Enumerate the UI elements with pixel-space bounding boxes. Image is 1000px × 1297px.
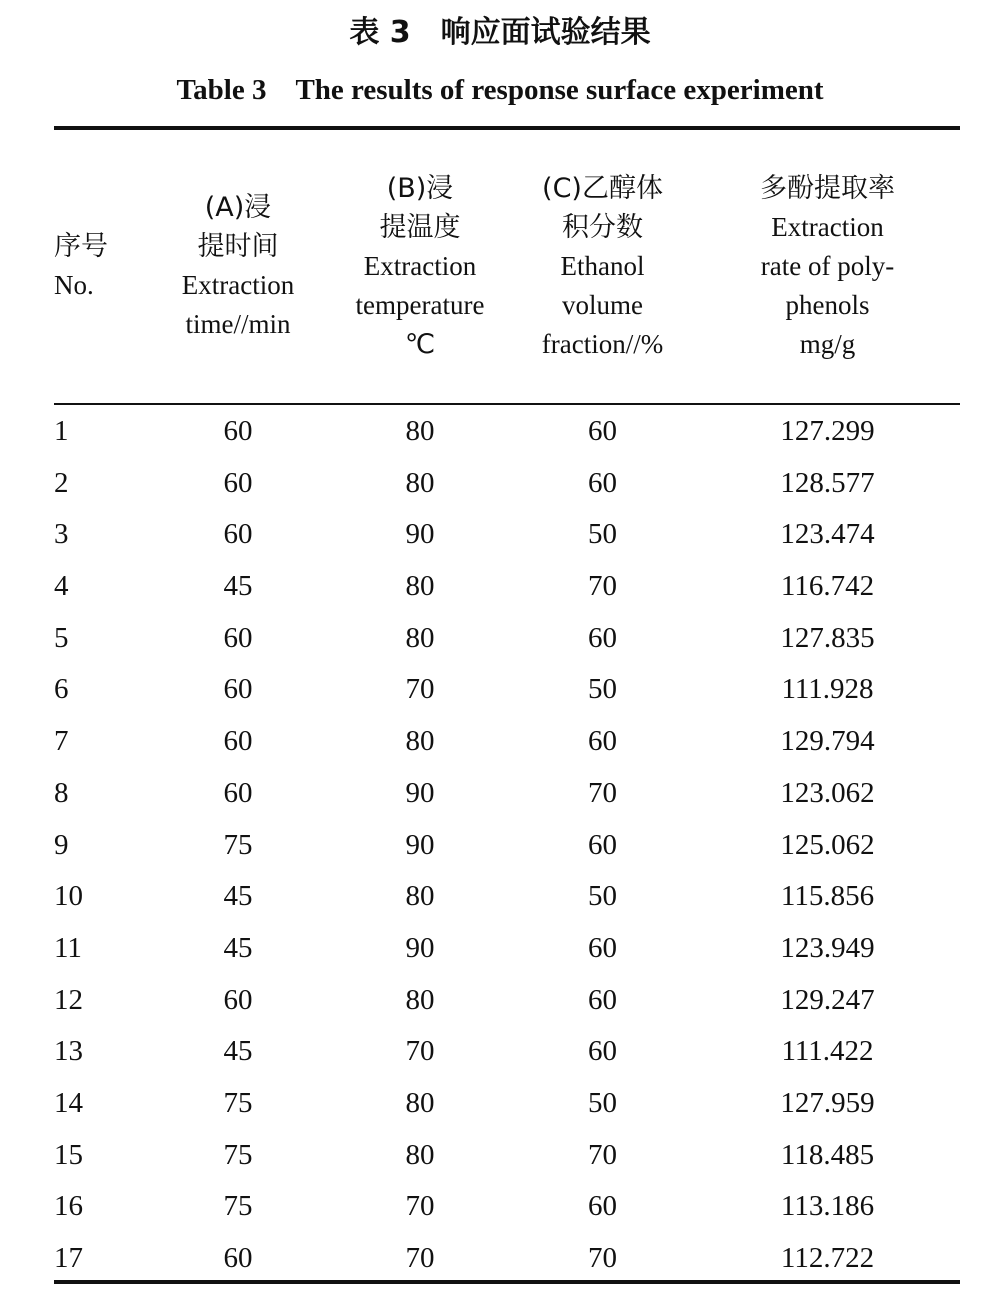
cell-extraction-temperature: 70 <box>405 1035 435 1068</box>
header-extraction-rate-line4: phenols <box>785 289 870 320</box>
cell-number: 2 <box>54 466 69 499</box>
table-title-english: Table 3 The results of response surface experiment <box>176 74 824 106</box>
table-row <box>0 871 1000 923</box>
header-extraction-time-line1: (A)浸 <box>204 192 272 223</box>
cell-extraction-rate: 129.247 <box>780 983 875 1016</box>
cell-number: 9 <box>54 828 69 861</box>
cell-number: 14 <box>54 1086 83 1119</box>
header-extraction-temperature-line3: Extraction <box>363 250 477 281</box>
cell-extraction-time: 60 <box>223 466 253 499</box>
header-rule <box>54 403 960 405</box>
table-body <box>0 406 1000 1285</box>
cell-ethanol-fraction: 50 <box>588 673 617 706</box>
cell-extraction-rate: 116.742 <box>780 570 875 603</box>
cell-extraction-temperature: 90 <box>405 518 435 551</box>
cell-extraction-time: 75 <box>223 828 253 861</box>
cell-number: 6 <box>54 673 69 706</box>
table-row <box>0 1026 1000 1078</box>
cell-extraction-temperature: 80 <box>405 880 435 913</box>
header-extraction-temperature-line5: ℃ <box>404 328 436 359</box>
header-ethanol-fraction-line4: volume <box>562 289 643 320</box>
cell-ethanol-fraction: 50 <box>588 1086 617 1119</box>
cell-extraction-rate: 113.186 <box>780 1190 875 1223</box>
header-extraction-rate-line5: mg/g <box>799 328 856 359</box>
header-extraction-temperature-line1: (B)浸 <box>386 172 454 204</box>
cell-extraction-rate: 127.299 <box>780 415 875 447</box>
header-extraction-rate-line3: rate of poly- <box>760 250 895 281</box>
cell-number: 12 <box>54 983 83 1016</box>
cell-extraction-time: 60 <box>223 621 253 654</box>
cell-extraction-temperature: 90 <box>405 828 435 861</box>
cell-extraction-temperature: 90 <box>405 776 435 809</box>
header-ethanol-fraction-line1: (C)乙醇体 <box>542 172 663 204</box>
cell-number: 8 <box>54 776 69 809</box>
cell-ethanol-fraction: 70 <box>588 776 617 809</box>
cell-extraction-rate: 111.928 <box>781 673 874 706</box>
cell-ethanol-fraction: 60 <box>588 828 617 861</box>
header-ethanol-fraction <box>520 130 685 402</box>
table-row <box>0 716 1000 768</box>
cell-extraction-rate: 128.577 <box>780 466 875 499</box>
cell-ethanol-fraction: 60 <box>588 466 617 499</box>
cell-ethanol-fraction: 60 <box>588 1035 617 1068</box>
table-row <box>0 664 1000 716</box>
table-row <box>0 1181 1000 1233</box>
bottom-rule <box>54 1280 960 1284</box>
header-ethanol-fraction-line3: Ethanol <box>560 250 645 281</box>
cell-extraction-rate: 115.856 <box>780 880 875 913</box>
cell-extraction-time: 60 <box>223 518 253 551</box>
cell-extraction-rate: 112.722 <box>780 1242 875 1274</box>
header-extraction-temperature-line4: temperature <box>355 289 485 320</box>
cell-extraction-temperature: 80 <box>405 1138 435 1171</box>
cell-extraction-temperature: 70 <box>405 1242 435 1274</box>
table-row <box>0 1233 1000 1285</box>
cell-number: 17 <box>54 1242 83 1274</box>
cell-number: 13 <box>54 1035 83 1068</box>
cell-number: 16 <box>54 1190 83 1223</box>
cell-extraction-time: 75 <box>223 1086 253 1119</box>
cell-extraction-temperature: 80 <box>405 570 435 603</box>
cell-extraction-time: 45 <box>223 1035 253 1068</box>
header-ethanol-fraction-line5: fraction//% <box>541 328 664 359</box>
cell-extraction-temperature: 70 <box>405 1190 435 1223</box>
header-ethanol-fraction-line2: 积分数 <box>562 211 643 243</box>
header-extraction-time-line2: 提时间 <box>197 231 279 262</box>
cell-extraction-temperature: 80 <box>405 983 435 1016</box>
cell-extraction-temperature: 80 <box>405 466 435 499</box>
cell-extraction-time: 75 <box>223 1138 253 1171</box>
cell-ethanol-fraction: 60 <box>588 1190 617 1223</box>
header-number-cn: 序号 <box>54 231 108 262</box>
cell-number: 11 <box>54 931 82 964</box>
cell-ethanol-fraction: 60 <box>588 931 617 964</box>
table-row <box>0 923 1000 975</box>
table-row <box>0 1130 1000 1182</box>
cell-number: 5 <box>54 621 69 654</box>
cell-ethanol-fraction: 70 <box>588 1242 617 1274</box>
cell-number: 1 <box>54 415 69 447</box>
cell-number: 4 <box>54 570 69 603</box>
cell-extraction-rate: 129.794 <box>780 725 875 758</box>
table-row <box>0 768 1000 820</box>
header-extraction-temperature <box>340 130 500 402</box>
header-extraction-time <box>158 130 318 402</box>
table-title-chinese: 表 3 响应面试验结果 <box>349 15 651 50</box>
table-row <box>0 509 1000 561</box>
cell-extraction-rate: 123.949 <box>780 931 875 964</box>
cell-extraction-temperature: 80 <box>405 1086 435 1119</box>
header-extraction-rate <box>735 130 920 402</box>
table-row <box>0 820 1000 872</box>
cell-ethanol-fraction: 60 <box>588 415 617 447</box>
cell-extraction-rate: 127.835 <box>780 621 875 654</box>
cell-number: 15 <box>54 1138 83 1171</box>
cell-extraction-time: 60 <box>223 1242 253 1274</box>
cell-extraction-time: 75 <box>223 1190 253 1223</box>
cell-ethanol-fraction: 70 <box>588 1138 617 1171</box>
table-row <box>0 458 1000 510</box>
cell-extraction-rate: 127.959 <box>780 1086 875 1119</box>
cell-extraction-rate: 123.062 <box>780 776 875 809</box>
cell-ethanol-fraction: 60 <box>588 621 617 654</box>
cell-extraction-time: 60 <box>223 415 253 447</box>
cell-ethanol-fraction: 60 <box>588 725 617 758</box>
header-extraction-temperature-line2: 提温度 <box>379 211 461 243</box>
cell-extraction-rate: 125.062 <box>780 828 875 861</box>
table-row <box>0 406 1000 458</box>
header-extraction-time-line3: Extraction <box>181 270 295 300</box>
cell-extraction-time: 45 <box>223 931 253 964</box>
cell-extraction-time: 45 <box>223 570 253 603</box>
cell-number: 10 <box>54 880 83 913</box>
cell-extraction-time: 45 <box>223 880 253 913</box>
cell-extraction-time: 60 <box>223 725 253 758</box>
cell-extraction-time: 60 <box>223 983 253 1016</box>
cell-ethanol-fraction: 70 <box>588 570 617 603</box>
table-row <box>0 1078 1000 1130</box>
header-extraction-rate-line1: 多酚提取率 <box>760 172 895 204</box>
cell-ethanol-fraction: 50 <box>588 880 617 913</box>
cell-extraction-rate: 123.474 <box>780 518 875 551</box>
cell-extraction-rate: 111.422 <box>781 1035 874 1068</box>
cell-extraction-temperature: 70 <box>405 673 435 706</box>
table-row <box>0 561 1000 613</box>
cell-extraction-time: 60 <box>223 673 253 706</box>
header-extraction-time-line4: time//min <box>185 309 291 339</box>
cell-number: 7 <box>54 725 69 758</box>
cell-ethanol-fraction: 60 <box>588 983 617 1016</box>
table-row <box>0 975 1000 1027</box>
cell-extraction-rate: 118.485 <box>780 1138 875 1171</box>
header-number-en: No. <box>54 270 94 300</box>
table-row <box>0 613 1000 665</box>
cell-extraction-temperature: 90 <box>405 931 435 964</box>
cell-number: 3 <box>54 518 69 551</box>
cell-ethanol-fraction: 50 <box>588 518 617 551</box>
header-number <box>54 130 144 402</box>
cell-extraction-temperature: 80 <box>405 415 435 447</box>
cell-extraction-time: 60 <box>223 776 253 809</box>
cell-extraction-temperature: 80 <box>405 621 435 654</box>
cell-extraction-temperature: 80 <box>405 725 435 758</box>
header-extraction-rate-line2: Extraction <box>771 211 884 242</box>
